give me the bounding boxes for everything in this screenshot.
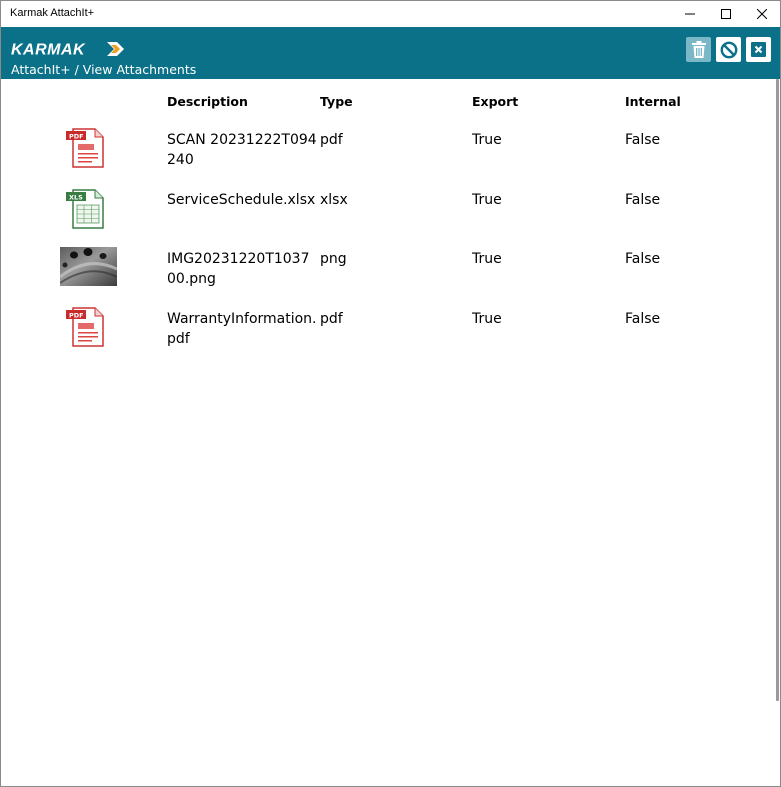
cell-type: xlsx	[320, 192, 348, 208]
window-title: Karmak AttachIt+	[10, 7, 95, 19]
close-button[interactable]	[746, 37, 771, 62]
cell-description: SCAN 20231222T094240	[167, 132, 317, 168]
column-header-type[interactable]: Type	[320, 94, 353, 109]
column-header-internal[interactable]: Internal	[625, 94, 681, 109]
maximize-icon	[721, 9, 731, 19]
minimize-button[interactable]	[672, 1, 708, 27]
svg-text:PDF: PDF	[69, 311, 84, 320]
cell-export: True	[472, 311, 502, 327]
image-thumbnail	[60, 247, 117, 291]
cell-export: True	[472, 132, 502, 148]
pdf-file-icon	[65, 307, 105, 352]
cell-internal: False	[625, 132, 661, 148]
cell-description: IMG20231220T103700.png	[167, 251, 310, 287]
cancel-button[interactable]	[716, 37, 741, 62]
cell-type: png	[320, 251, 347, 267]
cell-internal: False	[625, 311, 661, 327]
window-close-button[interactable]	[744, 1, 780, 27]
maximize-button[interactable]	[708, 1, 744, 27]
delete-button[interactable]	[686, 37, 711, 62]
breadcrumb: AttachIt+ / View Attachments	[11, 62, 197, 77]
cell-internal: False	[625, 192, 661, 208]
cell-internal: False	[625, 251, 661, 267]
cell-type: pdf	[320, 311, 343, 327]
cell-type: pdf	[320, 132, 343, 148]
app-header	[1, 27, 780, 79]
ban-icon	[720, 41, 738, 59]
column-header-export[interactable]: Export	[472, 94, 519, 109]
title-bar	[1, 1, 780, 27]
karmak-logo	[11, 41, 127, 62]
close-icon	[757, 9, 767, 19]
minimize-icon	[685, 9, 695, 19]
column-header-description[interactable]: Description	[167, 94, 248, 109]
close-icon	[751, 42, 766, 57]
cell-export: True	[472, 192, 502, 208]
svg-text:XLS: XLS	[69, 193, 83, 202]
cell-description: ServiceSchedule.xlsx	[167, 192, 316, 208]
svg-text:KARMAK: KARMAK	[11, 41, 86, 57]
xls-file-icon	[65, 189, 105, 234]
trash-icon	[691, 41, 707, 58]
cell-description: WarrantyInformation.pdf	[167, 311, 317, 347]
pdf-file-icon	[65, 128, 105, 173]
svg-text:PDF: PDF	[69, 132, 84, 141]
vertical-scrollbar[interactable]	[776, 79, 779, 701]
cell-export: True	[472, 251, 502, 267]
